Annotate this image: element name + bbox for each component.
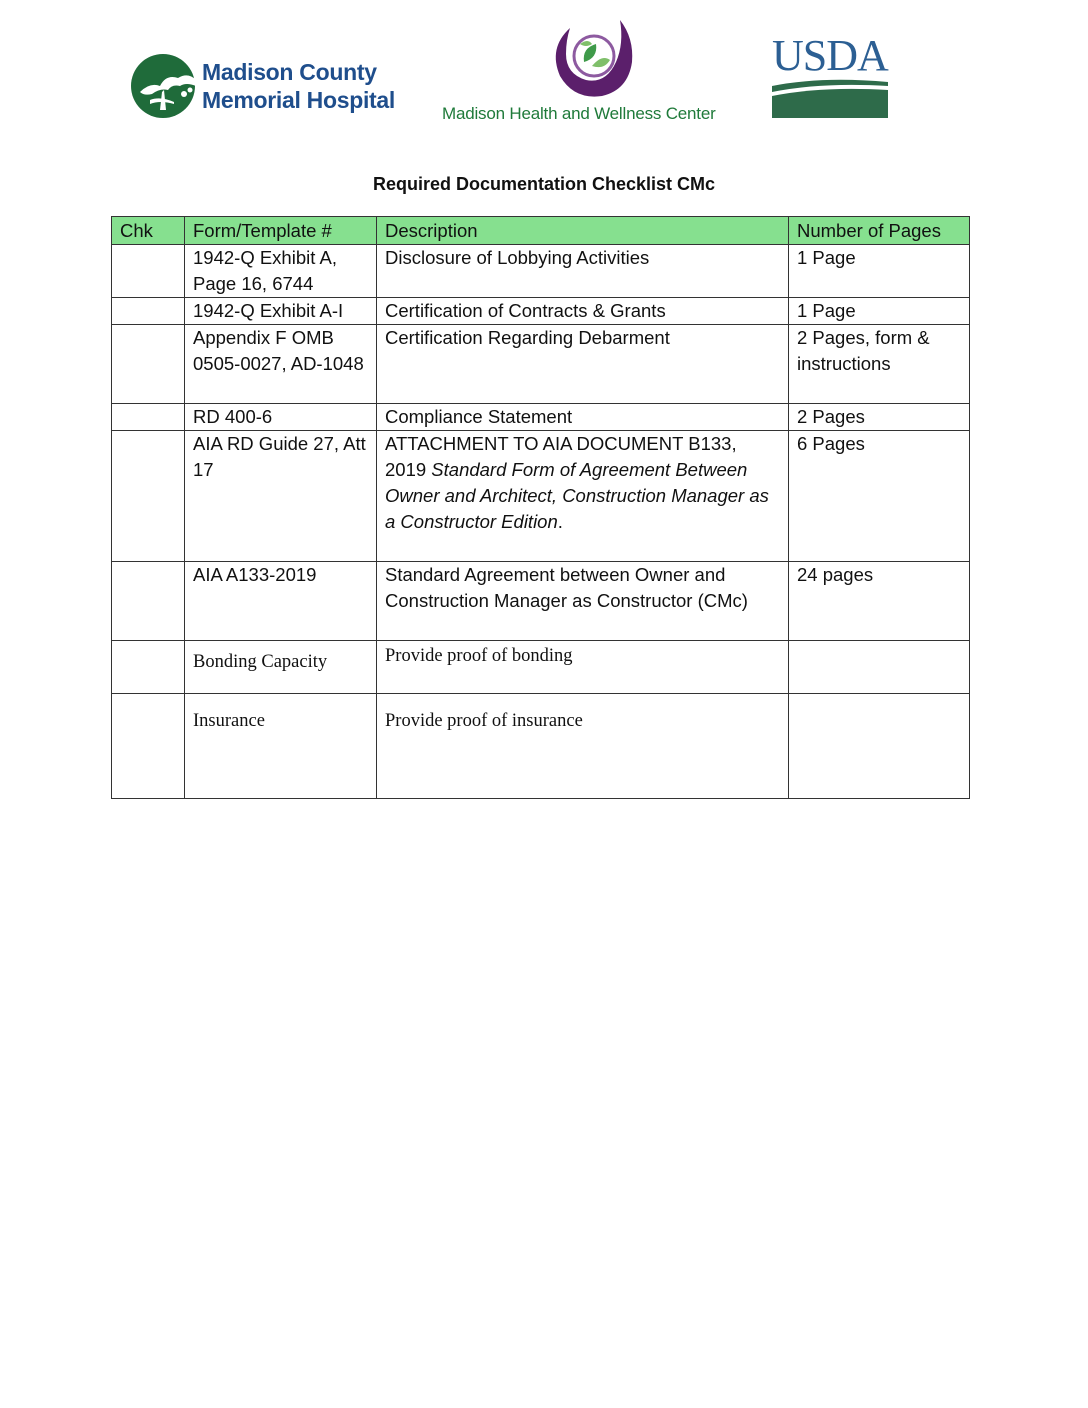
mcmh-name	[202, 58, 395, 114]
pages-cell: 6 Pages	[789, 431, 970, 562]
header-chk: Chk	[112, 217, 185, 245]
chk-cell[interactable]	[112, 694, 185, 799]
form-cell: RD 400-6	[185, 404, 377, 431]
chk-cell[interactable]	[112, 431, 185, 562]
table-row	[112, 404, 970, 431]
description-cell: Disclosure of Lobbying Activities	[377, 245, 789, 298]
hands-leaf-icon	[540, 14, 640, 106]
mcmh-logo	[130, 52, 420, 122]
form-cell: 1942-Q Exhibit A, Page 16, 6744	[185, 245, 377, 298]
mcmh-line1: Madison County	[202, 59, 377, 85]
table-row	[112, 431, 970, 562]
description-cell: Certification Regarding Debarment	[377, 325, 789, 404]
description-plain: ATTACHMENT TO AIA DOCUMENT B133, 2019	[385, 433, 737, 480]
chk-cell[interactable]	[112, 562, 185, 641]
mhwc-logo	[440, 14, 740, 129]
table-row	[112, 562, 970, 641]
table-row	[112, 694, 970, 799]
logo-header	[0, 0, 1088, 140]
pages-cell: 24 pages	[789, 562, 970, 641]
description-cell: Provide proof of insurance	[377, 694, 789, 799]
chk-cell[interactable]	[112, 641, 185, 694]
description-cell: Standard Agreement between Owner and Construction Manager as Constructor (CMc)	[377, 562, 789, 641]
pages-cell: 2 Pages	[789, 404, 970, 431]
form-cell: AIA A133-2019	[185, 562, 377, 641]
form-cell: Insurance	[185, 694, 377, 799]
header-pages: Number of Pages	[789, 217, 970, 245]
page-title: Required Documentation Checklist CMc	[372, 174, 716, 194]
header-form: Form/Template #	[185, 217, 377, 245]
usda-logo	[772, 31, 888, 118]
form-cell: 1942-Q Exhibit A-I	[185, 298, 377, 325]
pages-cell	[789, 694, 970, 799]
pages-cell: 1 Page	[789, 298, 970, 325]
mhwc-name: Madison Health and Wellness Center	[442, 104, 716, 123]
documentation-checklist-table	[111, 216, 970, 799]
pages-cell	[789, 641, 970, 694]
pages-cell: 2 Pages, form & instructions	[789, 325, 970, 404]
tree-icon	[130, 52, 200, 122]
mcmh-line2: Memorial Hospital	[202, 87, 395, 113]
header-description: Description	[377, 217, 789, 245]
form-cell: AIA RD Guide 27, Att 17	[185, 431, 377, 562]
usda-wordmark: USDA	[772, 31, 888, 80]
chk-cell[interactable]	[112, 245, 185, 298]
description-cell: Certification of Contracts & Grants	[377, 298, 789, 325]
description-italic: Standard Form of Agreement Between Owner and Architect, Construction Manager as a Constructor Edition	[385, 459, 769, 532]
description-cell	[377, 431, 789, 562]
table-row	[112, 245, 970, 298]
table-header-row	[112, 217, 970, 245]
table-row	[112, 298, 970, 325]
form-cell: Appendix F OMB 0505-0027, AD-1048	[185, 325, 377, 404]
usda-fields-icon	[772, 76, 888, 118]
pages-cell: 1 Page	[789, 245, 970, 298]
table-row	[112, 325, 970, 404]
chk-cell[interactable]	[112, 325, 185, 404]
description-cell: Provide proof of bonding	[377, 641, 789, 694]
description-end: .	[557, 511, 563, 532]
chk-cell[interactable]	[112, 298, 185, 325]
form-cell: Bonding Capacity	[185, 641, 377, 694]
description-cell: Compliance Statement	[377, 404, 789, 431]
chk-cell[interactable]	[112, 404, 185, 431]
table-row	[112, 641, 970, 694]
